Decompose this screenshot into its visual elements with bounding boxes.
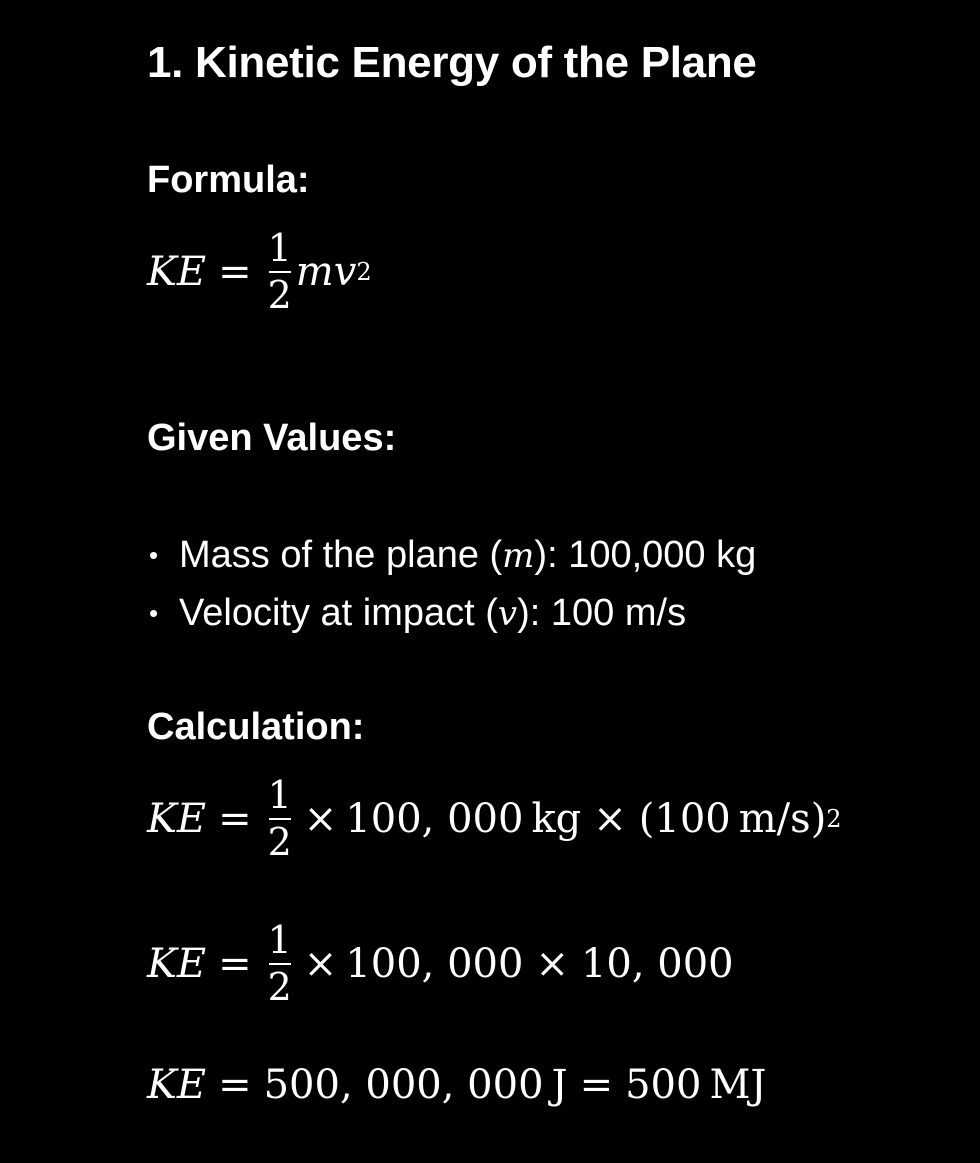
calculation-step-3 [147, 1062, 766, 1108]
formula-equation: KE = $\frac{1}{2}$ mv 2 [147, 226, 372, 317]
calc3-equals-2: = [579, 1062, 614, 1108]
calc1-times-1: × [303, 795, 338, 842]
calculation-heading: Calculation: [147, 706, 365, 748]
calc2-mass: 100, 000 [345, 940, 524, 987]
calc1-numerator: 1 [267, 773, 292, 817]
formula-heading: Formula: [147, 159, 310, 201]
calc1-mass: 100, 000 [345, 795, 524, 842]
calc1-mass-unit: kg [531, 795, 582, 842]
calc2-times-1: × [303, 940, 338, 987]
calc1-lhs: KE [147, 795, 207, 842]
calc1-velocity: (100 [638, 795, 731, 842]
list-item: • Velocity at impact (v): 100 m/s [147, 585, 756, 643]
calc2-times-2: × [535, 940, 569, 987]
calc1-velocity-unit: m/s [738, 795, 811, 842]
calc2-fraction [268, 920, 292, 1007]
calc1-close-paren: ) [810, 795, 827, 842]
formula-denominator: 2 [267, 273, 292, 317]
calc3-equals-1: = [218, 1062, 252, 1108]
calc1-fraction [268, 775, 292, 862]
section-title: 1. Kinetic Energy of the Plane [147, 38, 757, 87]
formula-lhs: KE [147, 248, 207, 295]
calc2-equals: = [218, 940, 252, 987]
calc2-denominator: 2 [267, 965, 292, 1009]
given-heading: Given Values: [147, 417, 397, 459]
calc2-velocity-squared: 10, 000 [580, 940, 734, 987]
formula-body: mv [295, 248, 357, 295]
formula-numerator: 1 [267, 226, 292, 270]
list-item: • Mass of the plane (m): 100,000 kg [147, 527, 756, 585]
calc3-unit-joules: J [551, 1062, 568, 1108]
calc3-value-mj: 500 [625, 1062, 702, 1108]
calc1-denominator: 2 [267, 820, 292, 864]
calc3-lhs: KE [147, 1062, 207, 1108]
calc2-numerator: 1 [267, 918, 292, 962]
calc2-lhs: KE [147, 940, 207, 987]
calc1-times-2: × [593, 795, 627, 842]
calc1-equals: = [218, 795, 252, 842]
calculation-step-1: KE = $\frac{1}{2}$ × 100, 000 kg × (100 m/s ) 2 [147, 773, 842, 864]
formula-fraction [268, 228, 292, 315]
given-values-list [147, 527, 756, 643]
calc3-value-joules: 500, 000, 000 [263, 1062, 544, 1108]
calculation-step-2 [147, 920, 734, 1007]
formula-equals: = [218, 248, 252, 295]
calc3-unit-mj: MJ [709, 1062, 767, 1108]
